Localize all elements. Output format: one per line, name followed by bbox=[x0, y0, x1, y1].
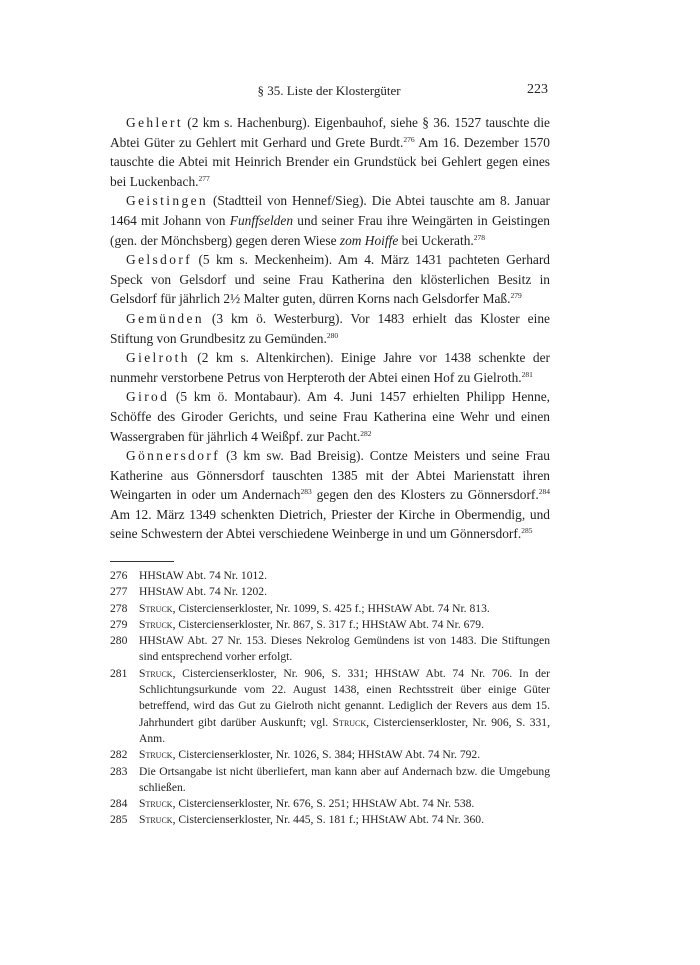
running-title: § 35. Liste der Klostergüter bbox=[257, 83, 401, 98]
footnote-ref: 278 bbox=[473, 232, 486, 242]
footnote-ref: 276 bbox=[403, 134, 415, 144]
footnote-ref: 279 bbox=[510, 291, 522, 301]
place-name: Girod bbox=[126, 389, 170, 405]
footnote-text: HHStAW Abt. 27 Nr. 153. Dieses Nekrolog Gemündens ist von 1483. Die Stiftungen sind entsprechend vorher erfolgt. bbox=[139, 634, 550, 664]
footnote bbox=[110, 601, 550, 617]
author-name: Struck bbox=[332, 715, 367, 729]
footnote-number: 282 bbox=[110, 748, 128, 762]
footnote-ref: 283 bbox=[300, 487, 312, 497]
entry-text: gegen den des Klosters zu Gönnersdorf. bbox=[311, 487, 539, 503]
footnote bbox=[110, 796, 550, 812]
entry-paragraph bbox=[110, 348, 550, 387]
footnote-ref: 280 bbox=[326, 330, 339, 340]
entry-text: und seiner Frau ihre Weingärten in Geistingen (gen. der Mönchsberg) gegen deren Wiese bbox=[110, 212, 550, 248]
entry-text: (Stadtteil von Hennef/Sieg). Die Abtei tauschte am 8. Januar 1464 mit Johann von bbox=[110, 193, 550, 228]
entry-paragraph bbox=[110, 191, 550, 250]
footnote-text: , Cistercienserkloster, Nr. 906, S. 331, Anm. bbox=[139, 715, 550, 745]
footnote-number: 279 bbox=[110, 617, 128, 631]
footnote-text: HHStAW Abt. 74 Nr. 1012. bbox=[139, 569, 268, 582]
footnote-ref: 282 bbox=[360, 428, 372, 438]
footnote-ref: 277 bbox=[198, 173, 210, 183]
author-name: Struck bbox=[139, 666, 173, 680]
author-name: Struck bbox=[139, 617, 173, 631]
footnote bbox=[110, 633, 550, 666]
footnote-text: , Cistercienserkloster, Nr. 676, S. 251; HHStAW Abt. 74 Nr. 538. bbox=[172, 797, 475, 811]
author-name: Struck bbox=[139, 797, 173, 811]
footnote-ref: 285 bbox=[521, 526, 533, 536]
entry-text: Am 12. März 1349 schenkten Dietrich, Priester der Kirche in Obermendig, und seine Schwestern der Abtei verschiedene Weinberge in und um Gönnersdorf. bbox=[110, 506, 550, 542]
footnote bbox=[110, 812, 550, 828]
author-name: Struck bbox=[139, 813, 173, 827]
page-header bbox=[110, 83, 548, 103]
place-name: Gehlert bbox=[126, 115, 183, 130]
footnote bbox=[110, 584, 550, 600]
place-name: Gielroth bbox=[126, 350, 190, 366]
entry-text: (2 km s. Hachenburg). Eigenbauhof, siehe § 36. 1527 tauschte die Abtei Güter zu Gehlert mit Gerhard und Grete Burdt. bbox=[110, 115, 550, 150]
body-text bbox=[110, 113, 550, 544]
footnote-number: 280 bbox=[110, 634, 128, 648]
footnote-number: 281 bbox=[110, 666, 128, 680]
footnote-ref: 281 bbox=[521, 369, 533, 379]
entry-text: (5 km ö. Montabaur). Am 4. Juni 1457 erhielten Philipp Henne, Schöffe des Giroder Gerichts, und seine Frau Katherina eine Wehr und einen Wassergraben für jährlich 4 Weißpf. zur Pacht. bbox=[110, 389, 550, 444]
page-number: 223 bbox=[527, 82, 548, 97]
footnote-text: , Cistercienserkloster, Nr. 867, S. 317 f.; HHStAW Abt. 74 Nr. 679. bbox=[172, 617, 484, 631]
footnote-text: , Cistercienserkloster, Nr. 1099, S. 425 f.; HHStAW Abt. 74 Nr. 813. bbox=[172, 601, 490, 615]
footnote bbox=[110, 747, 550, 763]
entry-paragraph bbox=[110, 250, 550, 309]
footnote-text: HHStAW Abt. 74 Nr. 1202. bbox=[139, 585, 268, 599]
entry-paragraph bbox=[110, 309, 550, 348]
footnote-separator bbox=[110, 561, 174, 562]
footnote-ref: 284 bbox=[538, 487, 550, 497]
footnote-text: , Cistercienserkloster, Nr. 1026, S. 384; HHStAW Abt. 74 Nr. 792. bbox=[172, 748, 481, 762]
entry-text: (3 km sw. Bad Breisig). Contze Meisters und seine Frau Katherine aus Gönnersdorf tauschten 1385 mit der Abtei Marienstatt ihren Weingarten in oder um Andernach bbox=[110, 448, 550, 503]
footnote-number: 278 bbox=[110, 601, 128, 615]
footnote bbox=[110, 666, 550, 747]
footnote-number: 277 bbox=[110, 585, 128, 599]
place-name: Gemünden bbox=[126, 310, 204, 326]
footnotes bbox=[110, 568, 550, 829]
entry-text: (2 km s. Altenkirchen). Einige Jahre vor 1438 schenkte der nunmehr verstorbene Petrus von Herpteroth der Abtei einen Hof zu Gielroth. bbox=[110, 350, 550, 385]
footnote-number: 276 bbox=[110, 569, 128, 582]
footnote bbox=[110, 764, 550, 797]
entry-paragraph bbox=[110, 113, 550, 191]
author-name: Struck bbox=[139, 748, 173, 762]
entry-text: bei Uckerath. bbox=[398, 232, 474, 248]
entry-paragraph bbox=[110, 387, 550, 446]
italic-text: zom Hoiffe bbox=[339, 232, 399, 248]
entry-text: Am 16. Dezember 1570 tauschte die Abtei mit Heinrich Brender ein Grundstück bei Gehlert gegen eines bei Luckenbach. bbox=[110, 134, 550, 189]
footnote-number: 284 bbox=[110, 797, 128, 811]
footnote-text: Die Ortsangabe ist nicht überliefert, man kann aber auf Andernach bzw. die Umgebung schließen. bbox=[139, 764, 550, 794]
place-name: Gönnersdorf bbox=[126, 448, 221, 464]
footnote-text: , Cistercienserkloster, Nr. 445, S. 181 f.; HHStAW Abt. 74 Nr. 360. bbox=[172, 813, 484, 827]
place-name: Gelsdorf bbox=[126, 252, 193, 268]
footnote-number: 285 bbox=[110, 813, 128, 827]
footnote-number: 283 bbox=[110, 764, 128, 778]
place-name: Geistingen bbox=[126, 193, 209, 209]
entry-text: (5 km s. Meckenheim). Am 4. März 1431 pachteten Gerhard Speck von Gelsdorf und seine Frau Katherina den klösterlichen Besitz in Gelsdorf für jährlich 2½ Malter guten, dürren Korns nach Gelsdorfer Maß. bbox=[110, 252, 550, 307]
footnote bbox=[110, 617, 550, 633]
entry-paragraph bbox=[110, 446, 550, 544]
footnote-text: , Cistercienserkloster, Nr. 906, S. 331; HHStAW Abt. 74 Nr. 706. In der Schlichtungsurkunde vom 22. August 1438, einen Rechtsstreit über einige Güter betreffend, wird das Gut zu Gielroth nicht genannt. Lediglich der Revers aus dem 15. Jahrhundert gibt darüber Auskunft; vgl. bbox=[139, 666, 550, 729]
author-name: Struck bbox=[139, 601, 173, 615]
entry-text: (3 km ö. Westerburg). Vor 1483 erhielt das Kloster eine Stiftung von Grundbesitz zu Gemünden. bbox=[110, 310, 550, 346]
footnote bbox=[110, 568, 550, 584]
italic-text: Funffselden bbox=[229, 212, 294, 228]
